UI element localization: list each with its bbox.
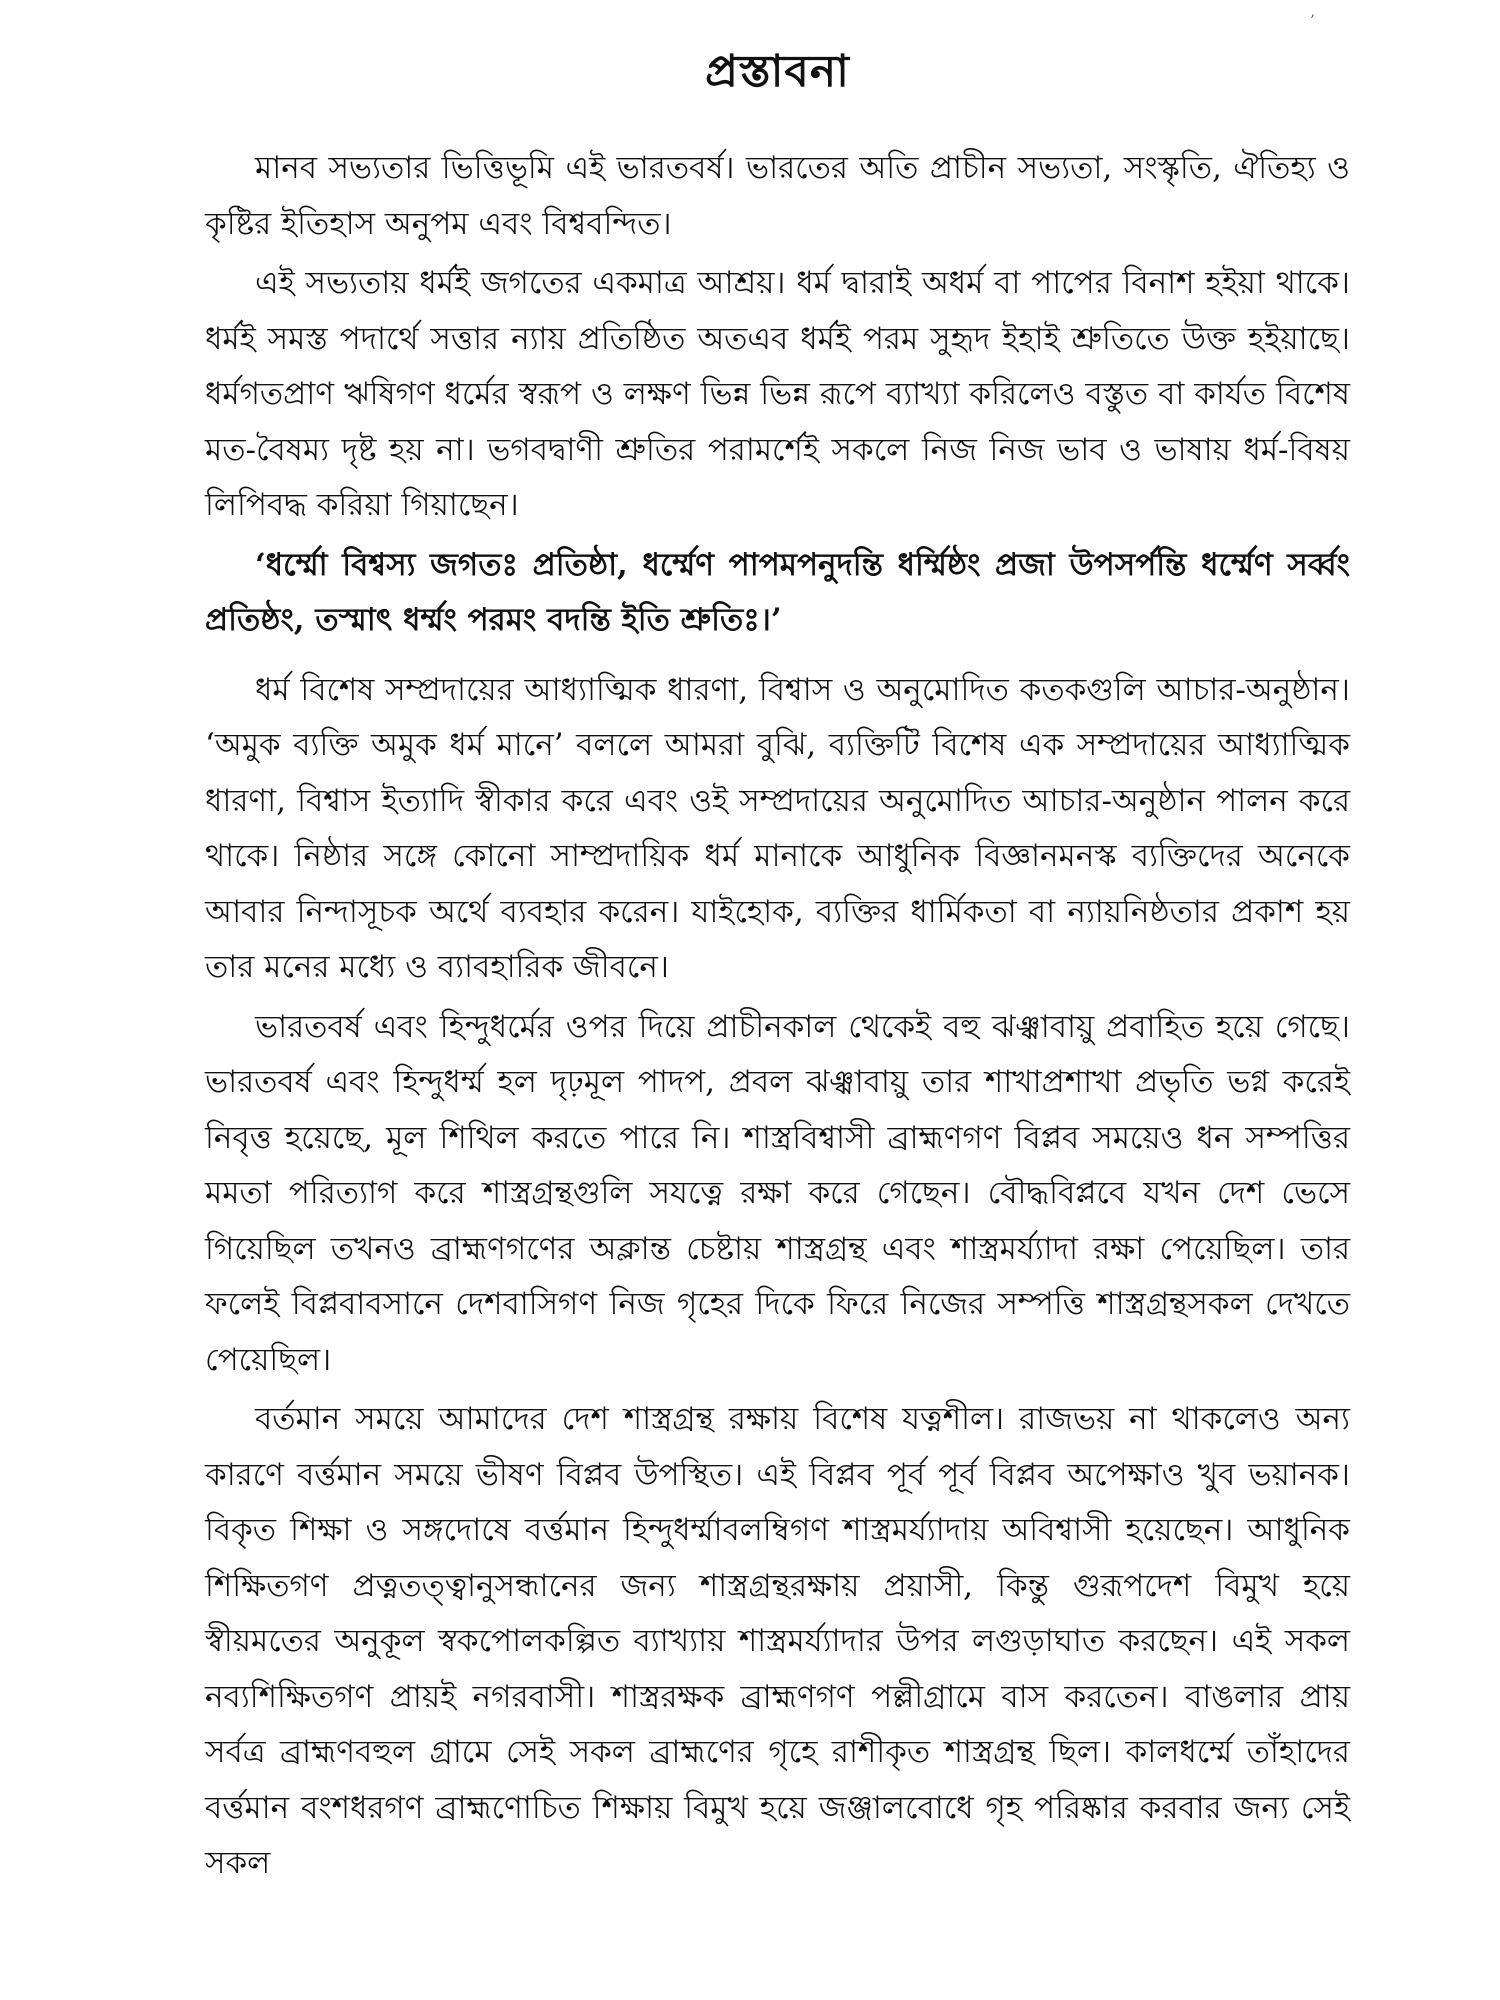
paragraph-intro: মানব সভ্যতার ভিত্তিভূমি এই ভারতবর্ষ। ভারতের অতি প্রাচীন সভ্যতা, সংস্কৃতি, ঐতিহ্য ও কৃষ্টির ইতিহাস অনুপম এবং বিশ্ববন্দিত। — [205, 150, 1350, 242]
paragraph-history: ভারতবর্ষ এবং হিন্দুধর্মের ওপর দিয়ে প্রাচীনকাল থেকেই বহু ঝঞ্ঝাবায়ু প্রবাহিত হয়ে গেছে। ভারতবর্ষ এবং হিন্দুধর্ম্ম হল দৃঢ়মূল পাদপ, প্রবল ঝঞ্ঝাবায়ু তার শাখাপ্রশাখা প্রভৃতি ভগ্ন করেই নিবৃত্ত হয়েছে, মূল শিথিল করতে পারে নি। শাস্ত্রবিশ্বাসী ব্রাহ্মণগণ বিপ্লব সময়েও ধন সম্পত্তির মমতা পরিত্যাগ করে শাস্ত্রগ্রন্থগুলি সযত্নে রক্ষা করে গেছেন। বৌদ্ধবিপ্লবে যখন দেশ ভেসে গিয়েছিল তখনও ব্রাহ্মণগণের অক্লান্ত চেষ্টায় শাস্ত্রগ্রন্থ এবং শাস্ত্রমর্য্যাদা রক্ষা পেয়েছিল। তার ফলেই বিপ্লবাবসানে দেশবাসিগণ নিজ গৃহের দিকে ফিরে নিজের সম্পত্তি শাস্ত্রগ্রন্থসকল দেখতে পেয়েছিল। — [205, 1008, 1350, 1378]
sanskrit-quote: ‘ধর্ম্মো বিশ্বস্য জগতঃ প্রতিষ্ঠা, ধর্ম্মেণ পাপমপনুদন্তি ধর্ম্মিষ্ঠং প্রজা উপসর্পন্তি ধর্ম্মেণ সর্ব্বং প্রতিষ্ঠং, তস্মাৎ ধর্ম্মং পরমং বদন্তি ইতি শ্রুতিঃ।’ — [205, 546, 1350, 638]
page-corner-mark: , — [1310, 4, 1315, 20]
page-title: প্রস্তাবনা — [705, 46, 850, 97]
paragraph-present-times: বর্তমান সময়ে আমাদের দেশ শাস্ত্রগ্রন্থ রক্ষায় বিশেষ যত্নশীল। রাজভয় না থাকলেও অন্য কারণে বর্ত্তমান সময়ে ভীষণ বিপ্লব উপস্থিত। এই বিপ্লব পূর্ব পূর্ব বিপ্লব অপেক্ষাও খুব ভয়ানক। বিকৃত শিক্ষা ও সঙ্গদোষে বর্ত্তমান হিন্দুধর্ম্মাবলম্বিগণ শাস্ত্রমর্য্যাদায় অবিশ্বাসী হয়েছেন। আধুনিক শিক্ষিতগণ প্রত্নতত্ত্বানুসন্ধানের জন্য শাস্ত্রগ্রন্থরক্ষায় প্রয়াসী, কিন্তু গুরূপদেশ বিমুখ হয়ে স্বীয়মতের অনুকূল স্বকপোলকল্পিত ব্যাখ্যায় শাস্ত্রমর্য্যাদার উপর লগুড়াঘাত করছেন। এই সকল নব্যশিক্ষিতগণ প্রায়ই নগরবাসী। শাস্ত্ররক্ষক ব্রাহ্মণগণ পল্লীগ্রামে বাস করতেন। বাঙলার প্রায় সর্বত্র ব্রাহ্মণবহুল গ্রামে সেই সকল ব্রাহ্মণের গৃহে রাশীকৃত শাস্ত্রগ্রন্থ ছিল। কালধর্ম্মে তাঁহাদের বর্ত্তমান বংশধরগণ ব্রাহ্মণোচিত শিক্ষায় বিমুখ হয়ে জঞ্জালবোধে গৃহ পরিষ্কার করবার জন্য সেই সকল — [205, 1401, 1350, 1881]
paragraph-dharma-refuge: এই সভ্যতায় ধর্মই জগতের একমাত্র আশ্রয়। ধর্ম দ্বারাই অধর্ম বা পাপের বিনাশ হইয়া থাকে। ধর্মই সমস্ত পদার্থে সত্তার ন্যায় প্রতিষ্ঠিত অতএব ধর্মই পরম সুহৃদ ইহাই শ্রুতিতে উক্ত হইয়াছে। ধর্মগতপ্রাণ ঋষিগণ ধর্মের স্বরূপ ও লক্ষণ ভিন্ন ভিন্ন রূপে ব্যাখ্যা করিলেও বস্তুত বা কার্যত বিশেষ মত-বৈষম্য দৃষ্ট হয় না। ভগবদ্বাণী শ্রুতির পরামর্শেই সকলে নিজ নিজ ভাব ও ভাষায় ধর্ম-বিষয় লিপিবদ্ধ করিয়া গিয়াছেন। — [205, 265, 1350, 523]
paragraph-religion-definition: ধর্ম বিশেষ সম্প্রদায়ের আধ্যাত্মিক ধারণা, বিশ্বাস ও অনুমোদিত কতকগুলি আচার-অনুষ্ঠান। ‘অমুক ব্যক্তি অমুক ধর্ম মানে’ বললে আমরা বুঝি, ব্যক্তিটি বিশেষ এক সম্প্রদায়ের আধ্যাত্মিক ধারণা, বিশ্বাস ইত্যাদি স্বীকার করে এবং ওই সম্প্রদায়ের অনুমোদিত আচার-অনুষ্ঠান পালন করে থাকে। নিষ্ঠার সঙ্গে কোনো সাম্প্রদায়িক ধর্ম মানাকে আধুনিক বিজ্ঞানমনস্ক ব্যক্তিদের অনেকে আবার নিন্দাসূচক অর্থে ব্যবহার করেন। যাইহোক, ব্যক্তির ধার্মিকতা বা ন্যায়নিষ্ঠতার প্রকাশ হয় তার মনের মধ্যে ও ব্যাবহারিক জীবনে। — [205, 671, 1350, 985]
document-page — [205, 38, 1350, 1896]
